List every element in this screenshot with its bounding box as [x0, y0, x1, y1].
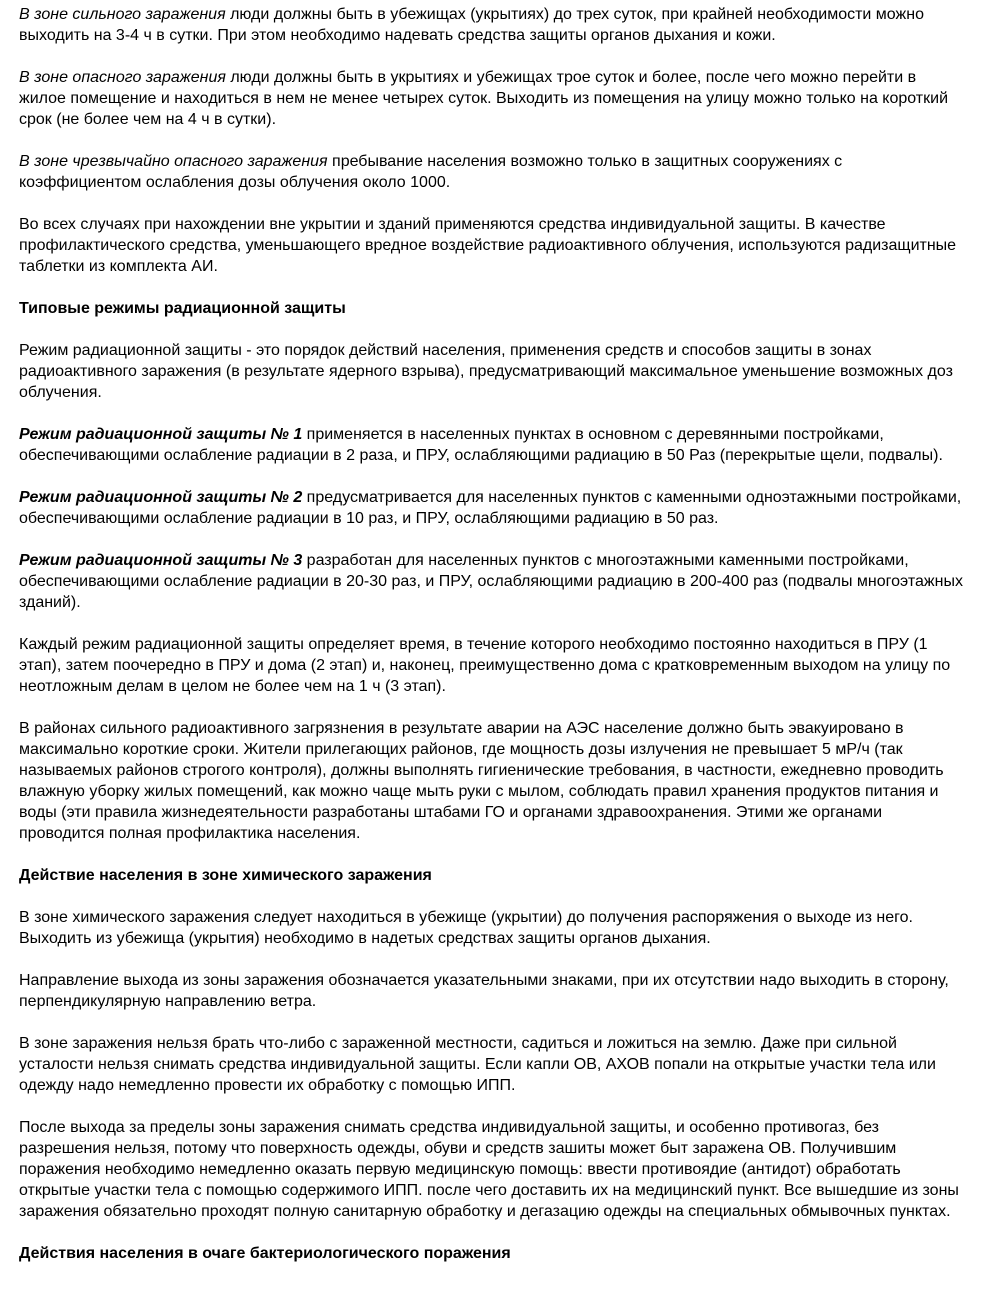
paragraph-text: предусматривается для населенных пунктов с каменными одноэтажными постройками, обеспечивающими ослабление радиации в 10 раз, и ПРУ, ослабляющими радиацию в 50 раз. [19, 489, 962, 527]
paragraph-mode-1 [19, 424, 963, 466]
paragraph-dangerous-contamination-zone [19, 67, 963, 130]
heading-radiation-protection-modes: Типовые режимы радиационной защиты [19, 300, 346, 317]
paragraph-mode-2 [19, 487, 963, 529]
paragraph-mode-stages: Каждый режим радиационной защиты определяет время, в течение которого необходимо постоянно находиться в ПРУ (1 этап), затем поочередно в ПРУ и дома (2 этап) и, наконец, преимущественно дома с кратковременным выходом на улицу по неотложным делам в целом не более чем на 1 ч (3 этап). [19, 636, 951, 695]
paragraph-mode-definition: Режим радиационной защиты - это порядок действий населения, применения средств и способов защиты в зонах радиоактивного заражения (в результате ядерного взрыва), предусматривающий максимальное уменьшение возможных доз облучения. [19, 342, 953, 401]
paragraph-text: люди должны быть в укрытиях и убежищах трое суток и более, после чего можно перейти в жилое помещение и находиться в нем не менее четырех суток. Выходить из помещения на улицу можно только на короткий срок (не более чем на 4 ч в сутки). [19, 69, 949, 128]
paragraph-lead: Режим радиационной защиты № 3 [19, 552, 303, 569]
paragraph-exit-direction: Направление выхода из зоны заражения обозначается указательными знаками, при их отсутствии надо выходить в сторону, перпендикулярную направлению ветра. [19, 972, 949, 1010]
paragraph-text: применяется в населенных пунктах в основном с деревянными постройками, обеспечивающими ослабление радиации в 2 раза, и ПРУ, ослабляющими радиацию в 50 Раз (перекрытые щели, подвалы). [19, 426, 943, 464]
paragraph-after-exit: После выхода за пределы зоны заражения снимать средства индивидуальной защиты, и особенно противогаз, без разрешения нельзя, потому что поверхность одежды, обуви и средств зашиты может быт заражена ОВ. Получившим поражения необходимо немедленно оказать первую медицинскую помощь: ввести противоядие (антидот) обработать открытые участки тела с помощью содержимого ИПП. после чего доставить их на медицинский пункт. Все вышедшие из зоны заражения обязательно проходят полную санитарную обработку и дегазацию одежды на специальных обмывочных пунктах. [19, 1119, 959, 1220]
paragraph-zone-rules: В зоне заражения нельзя брать что-либо с зараженной местности, садиться и ложиться на землю. Даже при сильной усталости нельзя снимать средства индивидуальной защиты. Если капли ОВ, АХОВ попали на открытые участки тела или одежду надо немедленно провести их обработку с помощью ИПП. [19, 1035, 936, 1094]
paragraph-mode-3 [19, 550, 963, 613]
paragraph-npp-accident: В районах сильного радиоактивного загрязнения в результате аварии на АЭС население должно быть эвакуировано в максимально короткие сроки. Жители прилегающих районов, где мощность дозы излучения не превышает 5 мР/ч (так называемых районов строгого контроля), должны выполнять гигиенические требования, в частности, ежедневно проводить влажную уборку жилых помещений, как можно чаще мыть руки с мылом, соблюдать правил хранения продуктов питания и воды (эти правила жизнедеятельности разработаны штабами ГО и органами здравоохранения. Этими же органами проводится полная профилактика населения. [19, 720, 944, 842]
paragraph-text: разработан для населенных пунктов с многоэтажными каменными постройками, обеспечивающими ослабление радиации в 20-30 раз, и ПРУ, ослабляющими радиацию в 200-400 раз (подвалы многоэтажных зданий). [19, 552, 963, 611]
paragraph-lead: В зоне опасного заражения [19, 69, 226, 86]
paragraph-lead: В зоне чрезвычайно опасного заражения [19, 153, 328, 170]
paragraph-extremely-dangerous-zone [19, 151, 963, 193]
paragraph-lead: Режим радиационной защиты № 2 [19, 489, 303, 506]
paragraph-lead: Режим радиационной защиты № 1 [19, 426, 303, 443]
paragraph-lead: В зоне сильного заражения [19, 6, 226, 23]
paragraph-text: люди должны быть в убежищах (укрытиях) до трех суток, при крайней необходимости можно выходить на 3-4 ч в сутки. При этом необходимо надевать средства защиты органов дыхания и кожи. [19, 6, 924, 44]
paragraph-text: пребывание населения возможно только в защитных сооружениях с коэффициентом ослабления дозы облучения около 1000. [19, 153, 843, 191]
heading-bacteriological-zone: Действия населения в очаге бактериологического поражения [19, 1245, 511, 1262]
heading-chemical-contamination: Действие населения в зоне химического заражения [19, 867, 432, 884]
paragraph-individual-protection: Во всех случаях при нахождении вне укрытии и зданий применяются средства индивидуальной защиты. В качестве профилактического средства, уменьшающего вредное воздействие радиоактивного облучения, используются радизащитные таблетки из комплекта АИ. [19, 216, 957, 275]
paragraph-chemical-shelter: В зоне химического заражения следует находиться в убежище (укрытии) до получения распоряжения о выходе из него. Выходить из убежища (укрытия) необходимо в надетых средствах защиты органов дыхания. [19, 909, 913, 947]
paragraph-strong-contamination-zone [19, 4, 963, 46]
